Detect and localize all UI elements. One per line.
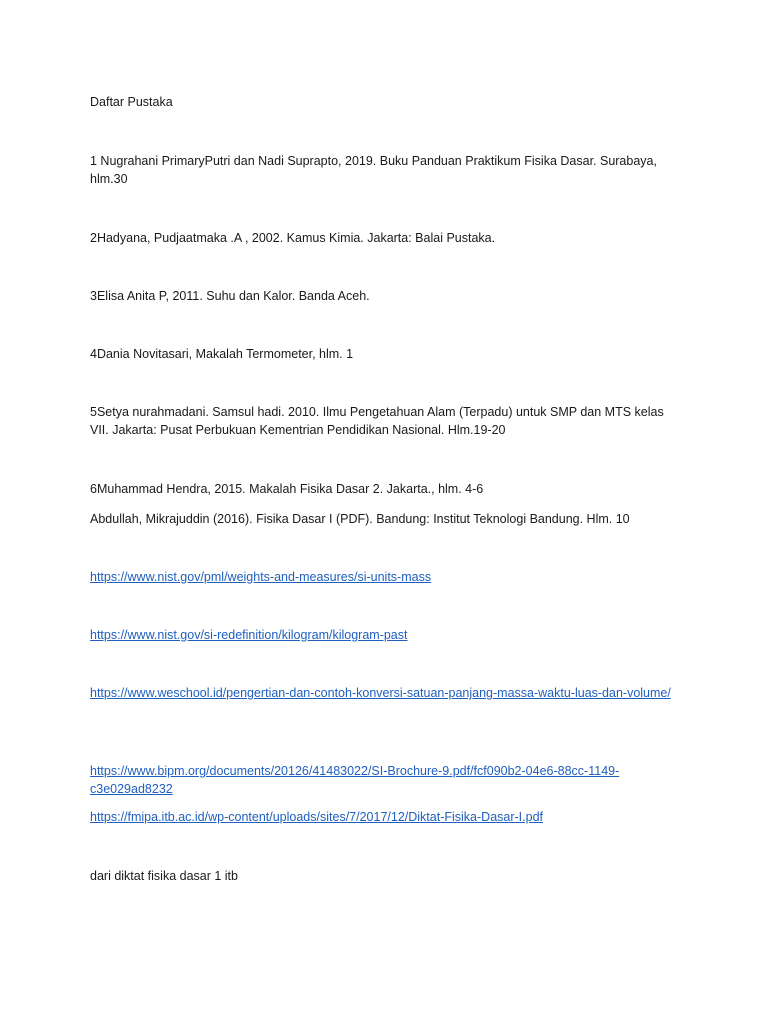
reference-1: 1 Nugrahani PrimaryPutri dan Nadi Suprapto, 2019. Buku Panduan Praktikum Fisika Dasar. Surabaya, hlm.30	[90, 154, 657, 186]
reference-link-2[interactable]: https://www.nist.gov/si-redefinition/kilogram/kilogram-past	[90, 628, 408, 642]
reference-link-3[interactable]: https://www.weschool.id/pengertian-dan-contoh-konversi-satuan-panjang-massa-waktu-luas-dan-volume/	[90, 686, 671, 700]
reference-3: 3Elisa Anita P, 2011. Suhu dan Kalor. Banda Aceh.	[90, 289, 370, 303]
reference-2: 2Hadyana, Pudjaatmaka .A , 2002. Kamus Kimia. Jakarta: Balai Pustaka.	[90, 231, 496, 245]
page-title: Daftar Pustaka	[90, 95, 173, 109]
reference-5: 5Setya nurahmadani. Samsul hadi. 2010. Ilmu Pengetahuan Alam (Terpadu) untuk SMP dan MTS kelas VII. Jakarta: Pusat Perbukuan Kementrian Pendidikan Nasional. Hlm.19-20	[90, 405, 664, 437]
reference-link-1[interactable]: https://www.nist.gov/pml/weights-and-measures/si-units-mass	[90, 570, 432, 584]
reference-7: Abdullah, Mikrajuddin (2016). Fisika Dasar I (PDF). Bandung: Institut Teknologi Bandung. Hlm. 10	[90, 512, 630, 526]
reference-6: 6Muhammad Hendra, 2015. Makalah Fisika Dasar 2. Jakarta., hlm. 4-6	[90, 482, 484, 496]
reference-link-4[interactable]: https://www.bipm.org/documents/20126/41483022/SI-Brochure-9.pdf/fcf090b2-04e6-88cc-1149-c3e029ad8232	[90, 764, 620, 796]
reference-link-5[interactable]: https://fmipa.itb.ac.id/wp-content/uploads/sites/7/2017/12/Diktat-Fisika-Dasar-I.pdf	[90, 810, 543, 824]
footer-note: dari diktat fisika dasar 1 itb	[90, 869, 238, 883]
reference-4: 4Dania Novitasari, Makalah Termometer, hlm. 1	[90, 347, 354, 361]
